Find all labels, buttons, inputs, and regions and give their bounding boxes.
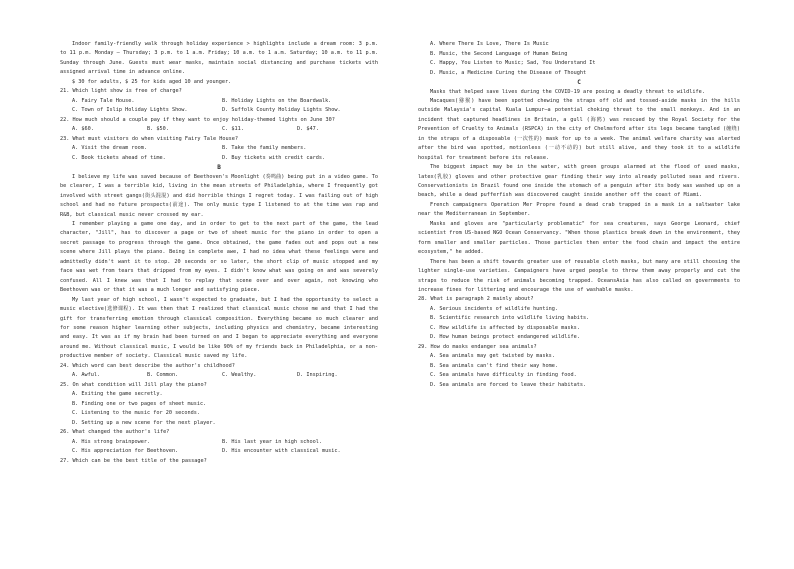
q22-option-d[interactable]: D. $47. [297, 126, 319, 133]
q23-option-b[interactable]: B. Take the family members. [222, 145, 307, 152]
q25-option-c[interactable]: C. Listening to the music for 20 seconds. [72, 410, 201, 417]
q24-option-b[interactable]: B. Common. [147, 372, 179, 379]
passage-c-paragraph-4: French campaigners Operation Mer Propre found a dead crab trapped in a mask in a saltwater lake near the Mediterranean in September. [418, 201, 740, 218]
section-c-heading: C [577, 79, 581, 86]
q29-option-c[interactable]: C. Sea animals have difficulty in finding food. [430, 372, 577, 379]
q23-option-d[interactable]: D. Buy tickets with credit cards. [222, 154, 326, 161]
q26-options-row2 [72, 447, 378, 457]
q21-option-b[interactable]: B. Holiday Lights on the Boardwalk. [222, 97, 332, 104]
left-column [60, 40, 378, 466]
q22-option-a[interactable]: A. $60. [72, 126, 94, 133]
q26-option-b[interactable]: B. His last year in high school. [222, 438, 322, 445]
q29-option-d[interactable]: D. Sea animals are forced to leave their habitats. [430, 381, 587, 388]
q28-option-c[interactable]: C. How wildlife is affected by disposable masks. [430, 324, 580, 331]
q27-option-b[interactable]: B. Music, the Second Language of Human Being [430, 50, 568, 57]
q23-options-row1 [72, 144, 378, 154]
question-22: 22. How much should a couple pay if they want to enjoy holiday-themed lights on June 30? [60, 116, 335, 123]
q25-option-a[interactable]: A. Exiting the game secretly. [72, 391, 163, 398]
q25-option-b[interactable]: B. Finding one or two pages of sheet music. [72, 400, 207, 407]
passage-b-paragraph-1: I believe my life was saved because of Beethoven's Moonlight (奏鸣曲) being put in a video game. To be clearer, I was a terrible kid, living in the mean streets of Philadelphia, where I frequently got involved with street gangs(街头混混) and did horrible things I regret today. I was failing out of high school and had no future prospects(前途). The only music type I listened to at the time was rap and R&B, but classical music never crossed my ear. [60, 173, 379, 218]
q26-option-c[interactable]: C. His appreciation for Beethoven. [72, 448, 179, 455]
q27-option-c[interactable]: C. Happy, You Listen to Music; Sad, You Understand It [430, 60, 596, 66]
ticket-price: $ 30 for adults, $ 25 for kids aged 10 and younger. [72, 78, 232, 85]
q24-option-d[interactable]: D. Inspiring. [297, 372, 338, 379]
q21-options-row2 [72, 106, 378, 116]
q27-option-d[interactable]: D. Music, a Medicine Curing the Disease of Thought [430, 69, 587, 76]
q29-option-b[interactable]: B. Sea animals can't find their way home. [430, 362, 559, 369]
passage-c-paragraph-2: Macaques(猕猴) have been spotted chewing the straps off old and tossed-aside masks in the hills outside Malaysia's capital Kuala Lumpur—a potential choking threat to the small monkeys. And in an incident that captured headlines in Britain, a gull (海鸥) was rescued by the Royal Society for the Prevention of Cruelty to Animals (RSPCA) in the city of Chelmsford after its legs became tangled (缠绕) in the straps of a disposable (一次性的) mask for up to a week. The animal welfare charity was alerted after the bird was spotted, motionless (一动不动的) but still alive, and they took it to a wildlife hospital for treatment before its release. [418, 97, 740, 161]
q24-option-a[interactable]: A. Awful. [72, 372, 101, 379]
q26-options-row1 [72, 438, 378, 448]
q26-option-a[interactable]: A. His strong brainpower. [72, 438, 151, 445]
question-21: 21. Which light show is free of charge? [60, 88, 182, 95]
question-23: 23. What must visitors do when visiting Fairy Tale House? [60, 135, 239, 142]
passage-c-paragraph-3: The biggest impact may be in the water, with green groups alarmed at the flood of used masks, latex(乳胶) gloves and other protective gear finding their way into already polluted seas and rivers. Conservationists in Brazil found one inside the stomach of a penguin after its body was washed up on a beach, while a dead pufferfish was discovered caught inside another off the coast of Miami. [418, 164, 740, 199]
q25-option-d[interactable]: D. Setting up a new scene for the next player. [72, 419, 216, 426]
q29-option-a[interactable]: A. Sea animals may get twisted by masks. [430, 353, 555, 360]
question-24: 24. Which word can best describe the author's childhood? [60, 362, 235, 369]
passage-c-paragraph-1: Masks that helped save lives during the COVID-19 are posing a deadly threat to wildlife. [430, 88, 705, 95]
question-25: 25. On what condition will Jill play the piano? [60, 381, 207, 388]
q21-options-row1 [72, 97, 378, 107]
q24-options [72, 371, 378, 381]
q21-option-a[interactable]: A. Fairy Tale House. [72, 97, 135, 104]
q28-option-d[interactable]: D. How human beings protect endangered wildlife. [430, 334, 580, 341]
passage-c-paragraph-5: Masks and gloves are "particularly problematic" for sea creatures, says George Leonard, chief scientist from US-based NGO Ocean Conservancy. "When those plastics break down in the environment, they form smaller and smaller particles. Those particles then enter the food chain and impact the entire ecosystem," he added. [418, 220, 740, 256]
q21-option-c[interactable]: C. Town of Islip Holiday Lights Show. [72, 107, 188, 114]
q23-option-a[interactable]: A. Visit the dream room. [72, 145, 147, 152]
question-29: 29. How do masks endanger sea animals? [418, 343, 537, 350]
question-28: 28. What is paragraph 2 mainly about? [418, 296, 534, 303]
passage-c-paragraph-6: There has been a shift towards greater use of reusable cloth masks, but many are still choosing the lighter single-use varieties. Campaigners have urged people to throw them away properly and cut the straps to reduce the risk of animals becoming trapped. OceansAsia has also called on governments to increase fines for littering and encourage the use of washable masks. [418, 258, 740, 294]
right-column [418, 40, 740, 390]
q24-option-c[interactable]: C. Wealthy. [222, 372, 257, 379]
q22-option-b[interactable]: B. $50. [147, 126, 169, 133]
passage-b-paragraph-3: My last year of high school, I wasn't expected to graduate, but I had the opportunity to select a music elective(选修课程). It was then that I realized that classical music chose me and that I had the gift for transferring emotion through classical composition. Everything became so much clearer and for some reason higher learning other subjects, including physics and chemistry, became interesting and easy. It was as if my brain had been turned on and I began to appreciate everything and everyone around me. Without classical music, I would be like 90% of my friends back in Philadelphia, or a non-productive member of society. Classical music saved my life. [60, 296, 378, 360]
q22-option-c[interactable]: C. $11. [222, 126, 244, 133]
q26-option-d[interactable]: D. His encounter with classical music. [222, 448, 341, 455]
q21-option-d[interactable]: D. Suffolk County Holiday Lights Show. [222, 107, 341, 114]
q27-option-a[interactable]: A. Where There Is Love, There Is Music [430, 41, 549, 47]
q23-options-row2 [72, 154, 378, 164]
event-description: Indoor family-friendly walk through holiday experience > highlights include a dream room: 3 p.m. to 11 p.m. Monday — Thursday; 3 p.m. to 1 a.m. Friday; 10 a.m. to 1 a.m. Saturday; 10 a.m. to 11 p.m. Sunday through June. Guests must wear masks, maintain social distancing and purchase tickets with assigned arrival time in advance online. [60, 41, 378, 76]
q28-option-b[interactable]: B. Scientific research into wildlife living habits. [430, 315, 590, 322]
section-b-heading: B [217, 164, 221, 172]
passage-b-paragraph-2: I remember playing a game one day, and in order to get to the next part of the game, the lead character, "Jill", has to discover a page or two of sheet music for the piano in order to open a secret passage to progress through the game. Once obtained, the game fades out and pops out a new scene where Jill plays the piano. Being in complete awe, I had no idea what these feelings were and admittedly didn't want it to stop. 20 seconds or so later, the short clip of music stopped and my face was wet from tears that dripped from my eyes. I didn't know what was going on and was severely confused. All I knew was that I had to replay that scene over and over again, not knowing who Beethoven was or that it was a much longer and satisfying piece. [60, 221, 378, 294]
q22-options [72, 125, 378, 135]
question-27: 27. Which can be the best title of the passage? [60, 457, 207, 464]
q23-option-c[interactable]: C. Book tickets ahead of time. [72, 154, 166, 161]
q28-option-a[interactable]: A. Serious incidents of wildlife hunting. [430, 305, 559, 312]
question-26: 26. What changed the author's life? [60, 429, 170, 436]
